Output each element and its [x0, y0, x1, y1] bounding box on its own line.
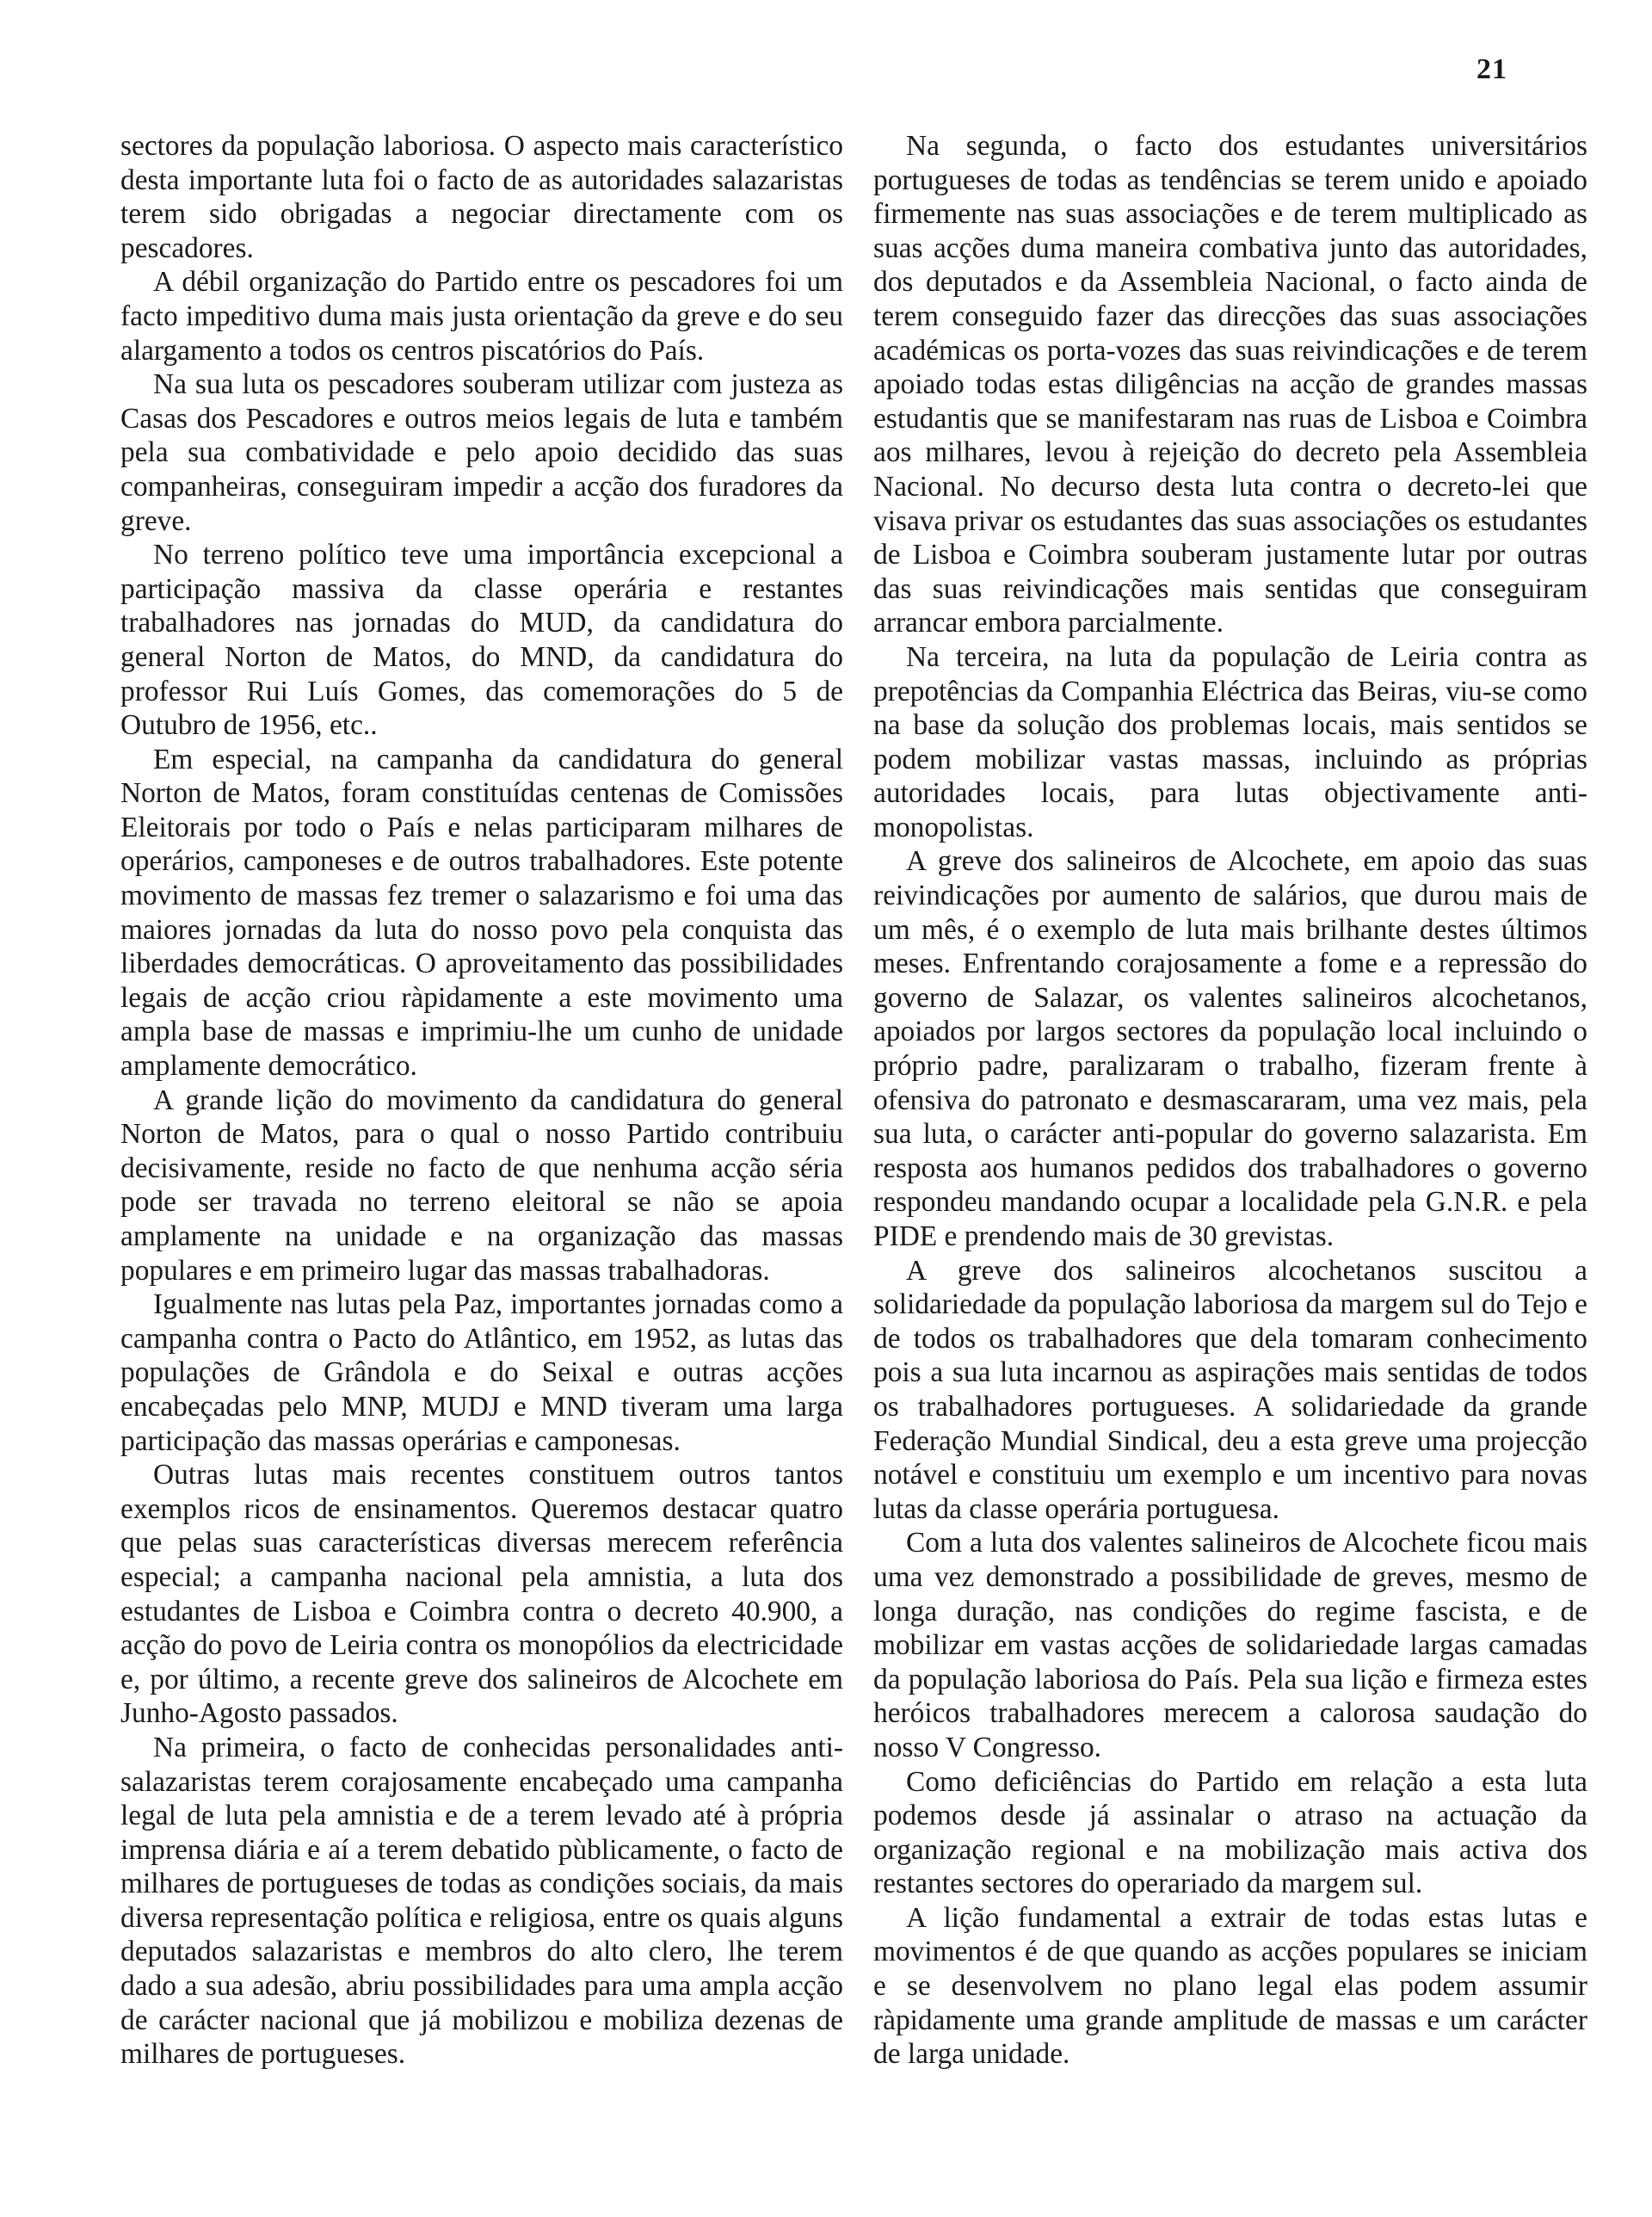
paragraph: A greve dos salineiros de Alcochete, em apoio das suas reivindicações por aumento de salários, que durou mais de um mês, é o exemplo de luta mais brilhante destes últimos meses. Enfrentando corajosamente a fome e a repressão do governo de Salazar, os valentes salineiros alcochetanos, apoiados por largos sectores da população local incluindo o próprio padre, paralizaram o trabalho, fizeram frente à ofensiva do patronato e desmascararam, uma vez mais, pela sua luta, o carácter anti-popular do governo salazarista. Em resposta aos humanos pedidos dos trabalhadores o governo respondeu mandando ocupar a localidade pela G.N.R. e pela PIDE e prendendo mais de 30 grevistas.: [873, 845, 1587, 1252]
paragraph: Em especial, na campanha da candidatura do general Norton de Matos, foram constituídas centenas de Comissões Eleitorais por todo o País e nelas participaram milhares de operários, camponeses e de outros trabalhadores. Este potente movimento de massas fez tremer o salazarismo e foi uma das maiores jornadas da luta do nosso povo pela conquista das liberdades democráticas. O aproveitamento das possibilidades legais de acção criou ràpidamente a este movimento uma ampla base de massas e imprimiu-lhe um cunho de unidade amplamente democrático.: [120, 743, 843, 1083]
paragraph: A grande lição do movimento da candidatura do general Norton de Matos, para o qual o nosso Partido contribuiu decisivamente, reside no facto de que nenhuma acção séria pode ser travada no terreno eleitoral se não se apoia amplamente na unidade e na organização das massas populares e em primeiro lugar das massas trabalhadoras.: [120, 1084, 843, 1287]
paragraph: A débil organização do Partido entre os pescadores foi um facto impeditivo duma mais justa orientação da greve e do seu alargamento a todos os centros piscatórios do País.: [120, 266, 843, 367]
paragraph: Na terceira, na luta da população de Leiria contra as prepotências da Companhia Eléctrica das Beiras, viu-se como na base da solução dos problemas locais, mais sentidos se podem mobilizar vastas massas, incluindo as próprias autoridades locais, para lutas objectivamente anti-monopolistas.: [873, 640, 1587, 843]
page-number: 21: [1476, 53, 1507, 85]
paragraph: sectores da população laboriosa. O aspecto mais característico desta importante luta foi o facto de as autoridades salazaristas terem sido obrigadas a negociar directamente com os pescadores.: [120, 130, 843, 264]
paragraph: Outras lutas mais recentes constituem outros tantos exemplos ricos de ensinamentos. Queremos destacar quatro que pelas suas características diversas merecem referência especial; a campanha nacional pela amnistia, a luta dos estudantes de Lisboa e Coimbra contra o decreto 40.900, a acção do povo de Leiria contra os monopólios da electricidade e, por último, a recente greve dos salineiros de Alcochete em Junho-Agosto passados.: [120, 1459, 843, 1730]
right-column: [873, 129, 1587, 2072]
paragraph: Na segunda, o facto dos estudantes universitários portugueses de todas as tendências se terem unido e apoiado firmemente nas suas associações e de terem multiplicado as suas acções duma maneira combativa junto das autoridades, dos deputados e da Assembleia Nacional, o facto ainda de terem conseguido fazer das direcções das suas associações académicas os porta-vozes das suas reivindicações e de terem apoiado todas estas diligências na acção de grandes massas estudantis que se manifestaram nas ruas de Lisboa e Coimbra aos milhares, levou à rejeição do decreto pela Assembleia Nacional. No decurso desta luta contra o decreto-lei que visava privar os estudantes das suas associações os estudantes de Lisboa e Coimbra souberam justamente lutar por outras das suas reivindicações mais sentidas que conseguiram arrancar embora parcialmente.: [873, 130, 1587, 639]
paragraph: Na primeira, o facto de conhecidas personalidades anti-salazaristas terem corajosamente encabeçado uma campanha legal de luta pela amnistia e de a terem levado até à própria imprensa diária e aí a terem debatido pùblicamente, o facto de milhares de portugueses de todas as condições sociais, da mais diversa representação política e religiosa, entre os quais alguns deputados salazaristas e membros do alto clero, lhe terem dado a sua adesão, abriu possibilidades para uma ampla acção de carácter nacional que já mobilizou e mobiliza dezenas de milhares de portugueses.: [120, 1731, 843, 2071]
paragraph: No terreno político teve uma importância excepcional a participação massiva da classe operária e restantes trabalhadores nas jornadas do MUD, da candidatura do general Norton de Matos, do MND, da candidatura do professor Rui Luís Gomes, das comemorações do 5 de Outubro de 1956, etc..: [120, 539, 843, 742]
paragraph: Como deficiências do Partido em relação a esta luta podemos desde já assinalar o atraso na actuação da organização regional e na mobilização mais activa dos restantes sectores do operariado da margem sul.: [873, 1765, 1587, 1900]
paragraph: A greve dos salineiros alcochetanos suscitou a solidariedade da população laboriosa da margem sul do Tejo e de todos os trabalhadores que dela tomaram conhecimento pois a sua luta incarnou as aspirações mais sentidas de todos os trabalhadores portugueses. A solidariedade da grande Federação Mundial Sindical, deu a esta greve uma projecção notável e constituiu um exemplo e um incentivo para novas lutas da classe operária portuguesa.: [873, 1254, 1588, 1525]
paragraph: Na sua luta os pescadores souberam utilizar com justeza as Casas dos Pescadores e outros meios legais de luta e também pela sua combatividade e pelo apoio decidido das suas companheiras, conseguiram impedir a acção dos furadores da greve.: [120, 368, 843, 537]
paragraph: Igualmente nas lutas pela Paz, importantes jornadas como a campanha contra o Pacto do Atlântico, em 1952, as lutas das populações de Grândola e do Seixal e outras acções encabeçadas pelo MNP, MUDJ e MND tiveram uma larga participação das massas operárias e camponesas.: [120, 1288, 843, 1457]
paragraph: Com a luta dos valentes salineiros de Alcochete ficou mais uma vez demonstrado a possibilidade de greves, mesmo de longa duração, nas condições do regime fascista, e de mobilizar em vastas acções de solidariedade largas camadas da população laboriosa do País. Pela sua lição e firmeza estes heróicos trabalhadores merecem a calorosa saudação do nosso V Congresso.: [873, 1527, 1587, 1763]
paragraph: A lição fundamental a extrair de todas estas lutas e movimentos é de que quando as acções populares se iniciam e se desenvolvem no plano legal elas podem assumir ràpidamente uma grande amplitude de massas e um carácter de larga unidade.: [873, 1901, 1587, 2071]
left-column: [120, 129, 843, 2072]
